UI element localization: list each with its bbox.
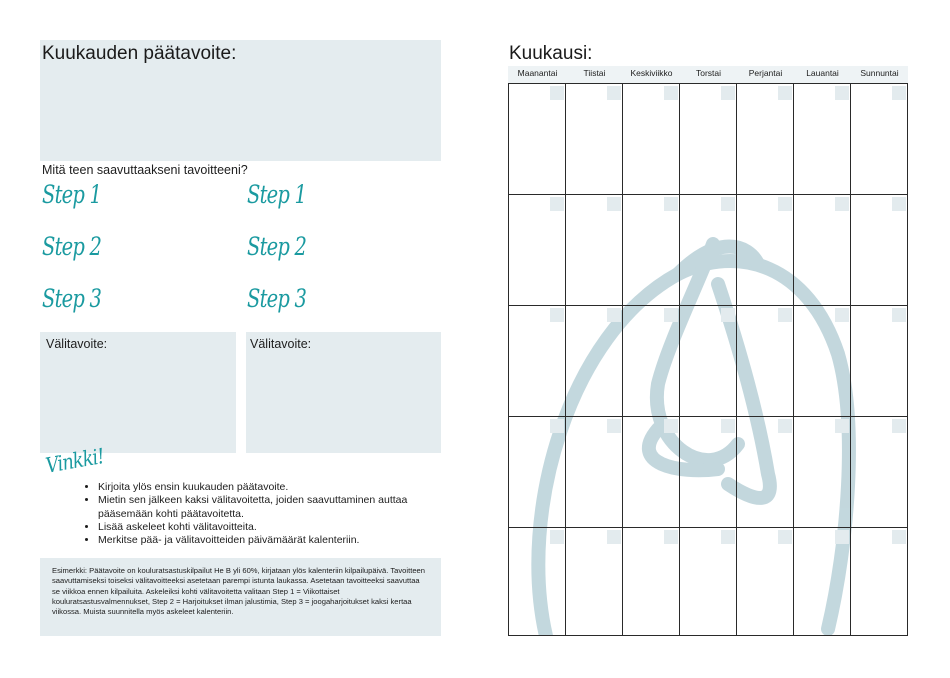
cell-tab <box>892 86 906 100</box>
tip-item: • Mietin sen jälkeen kaksi välitavoitetta, joiden saavuttaminen auttaa pääsemään kohti päätavoitetta. <box>98 494 408 521</box>
main-goal-title: Kuukauden päätavoite: <box>42 43 237 64</box>
cell-tab <box>721 86 735 100</box>
cell-tab <box>607 197 621 211</box>
weekday-header: Maanantai <box>517 68 558 78</box>
cell-tab <box>778 308 792 322</box>
cell-tab <box>835 419 849 433</box>
cell-tab <box>778 197 792 211</box>
step-3-right: Step 3 <box>247 284 307 313</box>
tip-item: • Kirjoita ylös ensin kuukauden päätavoite. <box>98 481 408 494</box>
cell-tab <box>607 86 621 100</box>
tips-list <box>78 481 408 547</box>
tip-item: • Lisää askeleet kohti välitavoitteita. <box>98 521 408 534</box>
step-2-right: Step 2 <box>247 232 307 261</box>
cell-tab <box>778 419 792 433</box>
cell-tab <box>550 419 564 433</box>
cell-tab <box>892 197 906 211</box>
weekday-header: Tiistai <box>583 68 606 78</box>
calendar-grid <box>508 83 909 637</box>
steps-question: Mitä teen saavuttaakseni tavoitteeni? <box>42 163 248 177</box>
example-text: Esimerkki: Päätavoite on kouluratsastuskilpailut He B yli 60%, kirjataan ylös kalenteriin kilpailupäivä. Tavoitteen saavuttamiseksi toiseksi välitavoitteeksi asetetaan parempi istunta laukassa. Asetetaan tavoitteeksi saavuttaa se viikkoa ennen kilpailuita. Askeleiksi kohti välitavoitetta valitaan Step 1 = Viikottaiset kouluratsastusvalmennukset, Step 2 = Harjoitukset ilman jalustimia, Step 3 = joogaharjoitukset kaksi kertaa viikossa. Muista suunnitella myös askeleet kalenteriin. <box>52 566 425 617</box>
cell-tab <box>607 530 621 544</box>
step-1-right: Step 1 <box>247 180 307 209</box>
month-title: Kuukausi: <box>509 43 593 64</box>
cell-tab <box>778 86 792 100</box>
weekday-header: Lauantai <box>806 68 839 78</box>
cell-tab <box>550 308 564 322</box>
sub-goal-label-1: Välitavoite: <box>46 337 108 351</box>
weekday-header: Sunnuntai <box>860 68 899 78</box>
cell-tab <box>664 197 678 211</box>
sub-goal-label-2: Välitavoite: <box>250 337 312 351</box>
cell-tab <box>664 419 678 433</box>
cell-tab <box>835 530 849 544</box>
cell-tab <box>835 86 849 100</box>
cell-tab <box>892 419 906 433</box>
cell-tab <box>721 530 735 544</box>
cell-tab <box>778 530 792 544</box>
weekday-header: Torstai <box>695 68 722 78</box>
cell-tab <box>607 419 621 433</box>
weekday-header: Keskiviikko <box>630 68 673 78</box>
tip-item: • Merkitse pää- ja välitavoitteiden päivämäärät kalenteriin. <box>98 534 408 547</box>
cell-tab <box>892 530 906 544</box>
cell-tab <box>550 530 564 544</box>
example-box <box>40 558 441 636</box>
cell-tab <box>892 308 906 322</box>
step-2-left: Step 2 <box>42 232 102 261</box>
cell-tab <box>835 308 849 322</box>
cell-tab <box>664 530 678 544</box>
cell-tab <box>550 86 564 100</box>
cell-tab <box>835 197 849 211</box>
cell-tab <box>721 197 735 211</box>
tip-title: Vinkki! <box>43 444 106 478</box>
step-1-left: Step 1 <box>42 180 102 209</box>
cell-tab <box>721 308 735 322</box>
cell-tab <box>721 419 735 433</box>
weekday-header: Perjantai <box>748 68 783 78</box>
cell-tab <box>550 197 564 211</box>
cell-tab <box>664 86 678 100</box>
cell-tab <box>607 308 621 322</box>
cell-tab <box>664 308 678 322</box>
step-3-left: Step 3 <box>42 284 102 313</box>
